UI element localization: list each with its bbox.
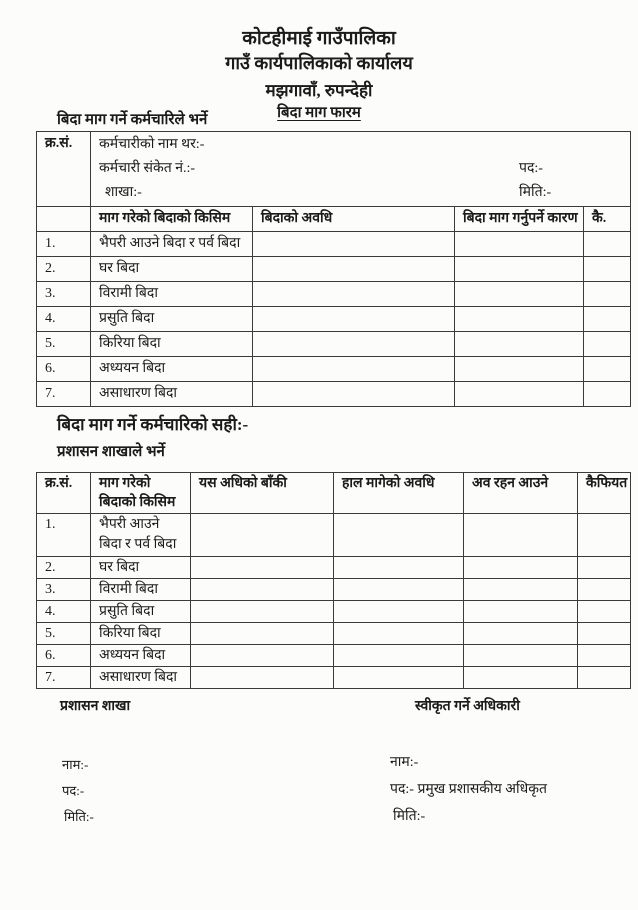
employee-signature-line: बिदा माग गर्ने कर्मचारिको सही:- xyxy=(57,415,249,434)
current-request-cell xyxy=(334,601,464,623)
leave-type-label: असाधारण बिदा xyxy=(91,667,191,689)
admin-branch-label: प्रशासन शाखा xyxy=(60,699,131,714)
office-address: मझगावाँ, रुपन्देही xyxy=(265,81,373,100)
col-remarks: कैफियत xyxy=(578,473,631,514)
leave-type-label: असाधारण बिदा xyxy=(91,382,253,407)
row-number: 2. xyxy=(37,257,91,282)
table-row xyxy=(37,332,631,357)
remarks-cell xyxy=(578,579,631,601)
reason-cell xyxy=(455,282,584,307)
row-number: 6. xyxy=(37,645,91,667)
table-row xyxy=(37,382,631,407)
table-row xyxy=(37,667,631,689)
current-request-cell xyxy=(334,645,464,667)
row-number: 3. xyxy=(37,579,91,601)
col-sn: क्र.सं. xyxy=(37,473,91,514)
leave-type-label: घर बिदा xyxy=(91,557,191,579)
section1-heading: बिदा माग गर्ने कर्मचारिले भर्ने xyxy=(57,112,208,128)
employee-code-field xyxy=(99,157,625,181)
balance-before-cell xyxy=(191,557,334,579)
left-date-field: मिति:- xyxy=(64,809,94,824)
reason-cell xyxy=(455,232,584,257)
reason-cell xyxy=(455,332,584,357)
remarks-cell xyxy=(584,232,631,257)
remarks-cell xyxy=(584,282,631,307)
duration-cell xyxy=(253,357,455,382)
leave-type-label: किरिया बिदा xyxy=(91,623,191,645)
remarks-cell xyxy=(584,357,631,382)
duration-cell xyxy=(253,257,455,282)
balance-before-cell xyxy=(191,645,334,667)
row-number: 6. xyxy=(37,357,91,382)
leave-type-label: विरामी बिदा xyxy=(91,282,253,307)
table-header-row xyxy=(37,473,631,514)
post-field: पद:- xyxy=(519,161,543,176)
row-number: 1. xyxy=(37,232,91,257)
branch-label: शाखा:- xyxy=(105,185,142,200)
table-row xyxy=(37,601,631,623)
office-name: गाउँ कार्यपालिकाको कार्यालय xyxy=(225,53,413,73)
employee-leave-table xyxy=(36,131,631,407)
col-balance-after: अव रहन आउने xyxy=(464,473,578,514)
col-remarks: कै. xyxy=(584,207,631,232)
employee-code-label: कर्मचारी संकेत नं.:- xyxy=(99,161,196,176)
row-number: 5. xyxy=(37,623,91,645)
remarks-cell xyxy=(578,557,631,579)
leave-type-label: अध्ययन बिदा xyxy=(91,645,191,667)
table-row xyxy=(37,557,631,579)
leave-type-label: प्रसुति बिदा xyxy=(91,307,253,332)
row-number: 3. xyxy=(37,282,91,307)
reason-cell xyxy=(455,382,584,407)
balance-after-cell xyxy=(464,601,578,623)
remarks-cell xyxy=(578,514,631,557)
balance-after-cell xyxy=(464,667,578,689)
balance-after-cell xyxy=(464,579,578,601)
remarks-cell xyxy=(584,332,631,357)
remarks-cell xyxy=(584,382,631,407)
table-row xyxy=(37,357,631,382)
form-title-text: बिदा माग फारम xyxy=(277,105,361,121)
remarks-cell xyxy=(578,623,631,645)
balance-after-cell xyxy=(464,623,578,645)
admin-branch-table xyxy=(36,472,631,689)
current-request-cell xyxy=(334,514,464,557)
employee-info-cell xyxy=(91,132,631,207)
col-balance-before: यस अधिको बाँकी xyxy=(191,473,334,514)
balance-before-cell xyxy=(191,667,334,689)
leave-type-label: भैपरी आउने बिदा र पर्व बिदा xyxy=(91,514,191,557)
reason-cell xyxy=(455,257,584,282)
table-row xyxy=(37,645,631,667)
employee-name-field: कर्मचारीको नाम थर:- xyxy=(99,137,205,152)
remarks-cell xyxy=(578,601,631,623)
table-row xyxy=(37,579,631,601)
branch-field xyxy=(99,181,625,205)
table-header-row xyxy=(37,207,631,232)
table-row xyxy=(37,514,631,557)
row-number: 7. xyxy=(37,667,91,689)
table-row xyxy=(37,282,631,307)
duration-cell xyxy=(253,307,455,332)
balance-after-cell xyxy=(464,557,578,579)
leave-type-label: अध्ययन बिदा xyxy=(91,357,253,382)
section2-heading: प्रशासन शाखाले भर्ने xyxy=(57,444,165,460)
col-leave-duration: बिदाको अवधि xyxy=(253,207,455,232)
remarks-cell xyxy=(578,667,631,689)
row-number: 4. xyxy=(37,601,91,623)
remarks-cell xyxy=(584,307,631,332)
leave-type-label: किरिया बिदा xyxy=(91,332,253,357)
balance-before-cell xyxy=(191,514,334,557)
reason-cell xyxy=(455,357,584,382)
col-leave-type: माग गरेको बिदाको किसिम xyxy=(91,473,191,514)
right-post-field: पद:- प्रमुख प्रशासकीय अधिकृत xyxy=(390,782,547,797)
date-field: मिति:- xyxy=(519,185,552,200)
balance-after-cell xyxy=(464,514,578,557)
table-row xyxy=(37,257,631,282)
right-name-field: नाम:- xyxy=(390,755,419,770)
col-current-request: हाल मागेको अवधि xyxy=(334,473,464,514)
current-request-cell xyxy=(334,667,464,689)
balance-before-cell xyxy=(191,579,334,601)
balance-before-cell xyxy=(191,601,334,623)
current-request-cell xyxy=(334,623,464,645)
row-number: 7. xyxy=(37,382,91,407)
col-leave-type: माग गरेको बिदाको किसिम xyxy=(91,207,253,232)
sn-column-header: क्र.सं. xyxy=(37,132,91,207)
duration-cell xyxy=(253,332,455,357)
left-name-field: नाम:- xyxy=(62,757,89,772)
row-number: 4. xyxy=(37,307,91,332)
approving-officer-label: स्वीकृत गर्ने अधिकारी xyxy=(415,699,520,714)
leave-type-label: विरामी बिदा xyxy=(91,579,191,601)
leave-type-label: प्रसुति बिदा xyxy=(91,601,191,623)
balance-before-cell xyxy=(191,623,334,645)
duration-cell xyxy=(253,232,455,257)
org-name: कोटहीमाई गाउँपालिका xyxy=(242,28,396,49)
sn-header-empty-cell xyxy=(37,207,91,232)
table-row xyxy=(37,307,631,332)
duration-cell xyxy=(253,382,455,407)
balance-after-cell xyxy=(464,645,578,667)
leave-type-label: घर बिदा xyxy=(91,257,253,282)
row-number: 1. xyxy=(37,514,91,557)
remarks-cell xyxy=(584,257,631,282)
reason-cell xyxy=(455,307,584,332)
row-number: 5. xyxy=(37,332,91,357)
table-row xyxy=(37,623,631,645)
table-row xyxy=(37,232,631,257)
remarks-cell xyxy=(578,645,631,667)
row-number: 2. xyxy=(37,557,91,579)
table-row xyxy=(37,132,631,207)
left-post-field: पद:- xyxy=(62,783,85,798)
current-request-cell xyxy=(334,557,464,579)
col-leave-reason: बिदा माग गर्नुपर्ने कारण xyxy=(455,207,584,232)
duration-cell xyxy=(253,282,455,307)
current-request-cell xyxy=(334,579,464,601)
right-date-field: मिति:- xyxy=(393,809,426,824)
leave-type-label: भैपरी आउने बिदा र पर्व बिदा xyxy=(91,232,253,257)
